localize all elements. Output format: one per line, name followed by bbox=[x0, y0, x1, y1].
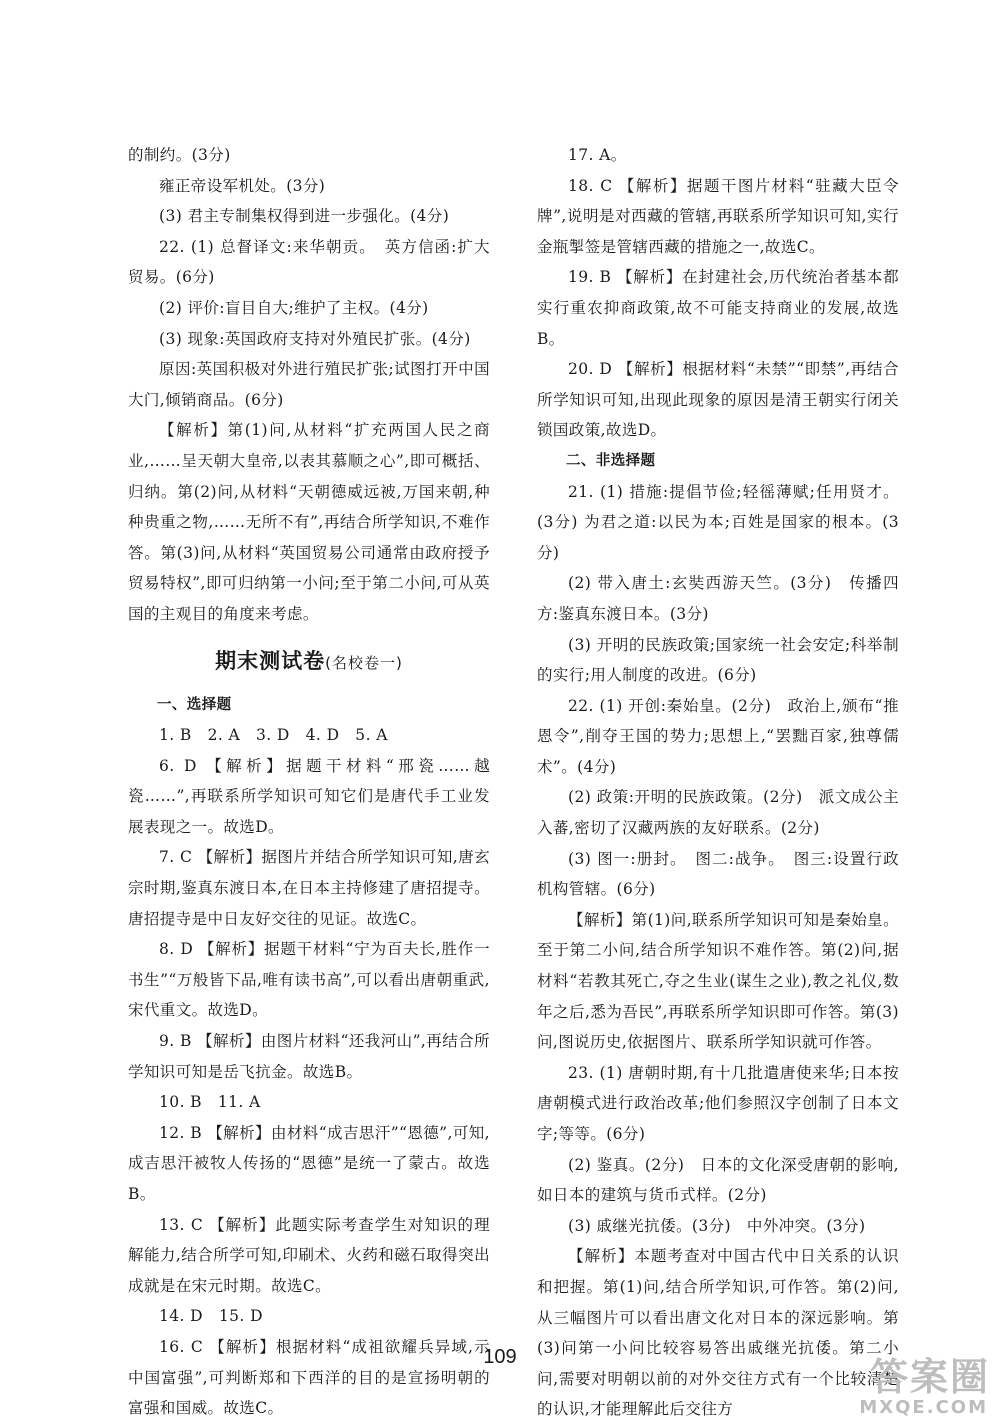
analysis-paragraph: 【解析】第(1)问,联系所学知识可知是秦始皇。至于第二小问,结合所学知识不难作答。第(2)问,据材料“若教其死亡,夺之生业(谋生之业),教之礼仪,数年之后,悉为吾民”,再联系所学知识即可作答。第(3)问,图说历史,依据图片、联系所学知识就可作答。 bbox=[537, 910, 899, 1052]
answer-line: 17. A。 bbox=[568, 146, 627, 164]
section-title-text: 期末测试卷 bbox=[215, 648, 326, 673]
analysis-paragraph: 【解析】本题考查对中国古代中日关系的认识和把握。第(1)问,结合所学知识,可作答。第(2)问,从三幅图片可以看出唐文化对日本的深远影响。第(3)问第一小问比较容易答出戚继光抗倭。第二小问,需要对明朝以前的对外交往方式有一个比较清楚的认识,才能理解此后交往方 bbox=[537, 1247, 899, 1419]
answer-paragraph: 6. D 【解析】据题干材料“邢瓷……越瓷……”,再联系所学知识可知它们是唐代手工业发展表现之一。故选D。 bbox=[128, 756, 490, 836]
answer-paragraph: 23. (1) 唐朝时期,有十几批遣唐使来华;日本按唐朝模式进行政治改革;他们参照汉字创制了日本文字;等等。(6分) bbox=[537, 1063, 899, 1143]
left-column bbox=[128, 140, 490, 1424]
answer-paragraph: (2) 带入唐土:玄奘西游天竺。(3分) 传播四方:鉴真东渡日本。(3分) bbox=[537, 574, 899, 623]
analysis-paragraph: 【解析】第(1)问,从材料“扩充两国人民之商业,……呈天朝大皇帝,以表其慕顺之心”,即可概括、归纳。第(2)问,从材料“天朝德威远被,万国来朝,种种贵重之物,……无所不有”,再结合所学知识,不难作答。第(3)问,从材料“英国贸易公司通常由政府授予贸易特权”,即可归纳第一小问;至于第二小问,可从英国的主观目的角度来考虑。 bbox=[128, 421, 490, 623]
answer-paragraph: 20. D 【解析】根据材料“未禁”“即禁”,再结合所学知识可知,出现此现象的原因是清王朝实行闭关锁国政策,故选D。 bbox=[537, 360, 899, 440]
paragraph: 的制约。(3分) bbox=[128, 146, 231, 164]
answer-paragraph: 7. C 【解析】据图片并结合所学知识可知,唐玄宗时期,鉴真东渡日本,在日本主持修建了唐招提寺。唐招提寺是中日友好交往的见证。故选C。 bbox=[128, 848, 490, 928]
answer-paragraph: 9. B 【解析】由图片材料“还我河山”,再结合所学知识可知是岳飞抗金。故选B。 bbox=[128, 1032, 490, 1081]
answer-paragraph: (2) 政策:开明的民族政策。(2分) 派文成公主入蕃,密切了汉藏两族的友好联系。(2分) bbox=[537, 788, 899, 838]
answer-paragraph: 13. C 【解析】此题实际考查学生对知识的理解能力,结合所学可知,印刷术、火药和磁石取得突出成就是在宋元时期。故选C。 bbox=[128, 1215, 490, 1295]
paragraph: (3) 君主专制集权得到进一步强化。(4分) bbox=[159, 207, 450, 226]
paragraph: 原因:英国积极对外进行殖民扩张;试图打开中国大门,倾销商品。(6分) bbox=[128, 360, 490, 409]
answer-paragraph: 8. D 【解析】据题干材料“宁为百夫长,胜作一书生”“万般皆下品,唯有读书高”,可以看出唐朝重武,宋代重文。故选D。 bbox=[128, 940, 490, 1020]
paragraph: (2) 评价:盲目自大;维护了主权。(4分) bbox=[159, 298, 429, 317]
paragraph: 22. (1) 总督译文:来华朝贡。 英方信函:扩大贸易。(6分) bbox=[128, 237, 490, 287]
watermark-logo bbox=[822, 1346, 990, 1418]
watermark-text: 答案圈 bbox=[869, 1355, 990, 1399]
answer-paragraph: 12. B 【解析】由材料“成吉思汗”“恩德”,可知,成吉思汗被牧人传扬的“恩德”是统一了蒙古。故选B。 bbox=[128, 1123, 490, 1203]
answer-paragraph: 21. (1) 措施:提倡节俭;轻徭薄赋;任用贤才。(3分) 为君之道:以民为本;百姓是国家的根本。(3分) bbox=[537, 482, 899, 562]
answer-line: 10. B 11. A bbox=[159, 1093, 261, 1112]
answer-paragraph: 19. B 【解析】在封建社会,历代统治者基本都实行重农抑商政策,故不可能支持商业的发展,故选B。 bbox=[537, 268, 899, 348]
page-number: 109 bbox=[483, 1346, 517, 1368]
nonchoice-heading: 二、非选择题 bbox=[566, 452, 656, 469]
paragraph: 雍正帝设军机处。(3分) bbox=[159, 176, 326, 195]
answer-line: 1. B 2. A 3. D 4. D 5. A bbox=[159, 726, 388, 745]
section-subtitle: (名校卷一) bbox=[325, 653, 403, 672]
answer-paragraph: 18. C 【解析】据题干图片材料“驻藏大臣令牌”,说明是对西藏的管辖,再联系所学知识可知,实行金瓶掣签是管辖西藏的措施之一,故选C。 bbox=[537, 176, 899, 256]
right-column bbox=[537, 140, 899, 1425]
answer-paragraph: (3) 戚继光抗倭。(3分) 中外冲突。(3分) bbox=[568, 1216, 866, 1235]
paragraph: (3) 现象:英国政府支持对外殖民扩张。(4分) bbox=[159, 329, 471, 348]
answer-paragraph: 16. C 【解析】根据材料“成祖欲耀兵异域,示中国富强”,可判断郑和下西洋的目的是宣扬明朝的富强和国威。故选C。 bbox=[128, 1337, 490, 1418]
watermark-url: MXQE.COM bbox=[859, 1397, 988, 1418]
answer-paragraph: (3) 开明的民族政策;国家统一社会安定;科举制的实行;用人制度的改进。(6分) bbox=[537, 635, 899, 685]
choice-heading: 一、选择题 bbox=[157, 696, 232, 713]
section-title bbox=[128, 644, 490, 680]
answer-paragraph: 22. (1) 开创:秦始皇。(2分) 政治上,颁布“推恩令”,削夺王国的势力;思想上,“罢黜百家,独尊儒术”。(4分) bbox=[537, 696, 899, 776]
answer-line: 14. D 15. D bbox=[159, 1307, 263, 1326]
answer-paragraph: (3) 图一:册封。 图二:战争。 图三:设置行政机构管辖。(6分) bbox=[537, 849, 899, 899]
answer-paragraph: (2) 鉴真。(2分) 日本的文化深受唐朝的影响,如日本的建筑与货币式样。(2分) bbox=[537, 1155, 899, 1205]
